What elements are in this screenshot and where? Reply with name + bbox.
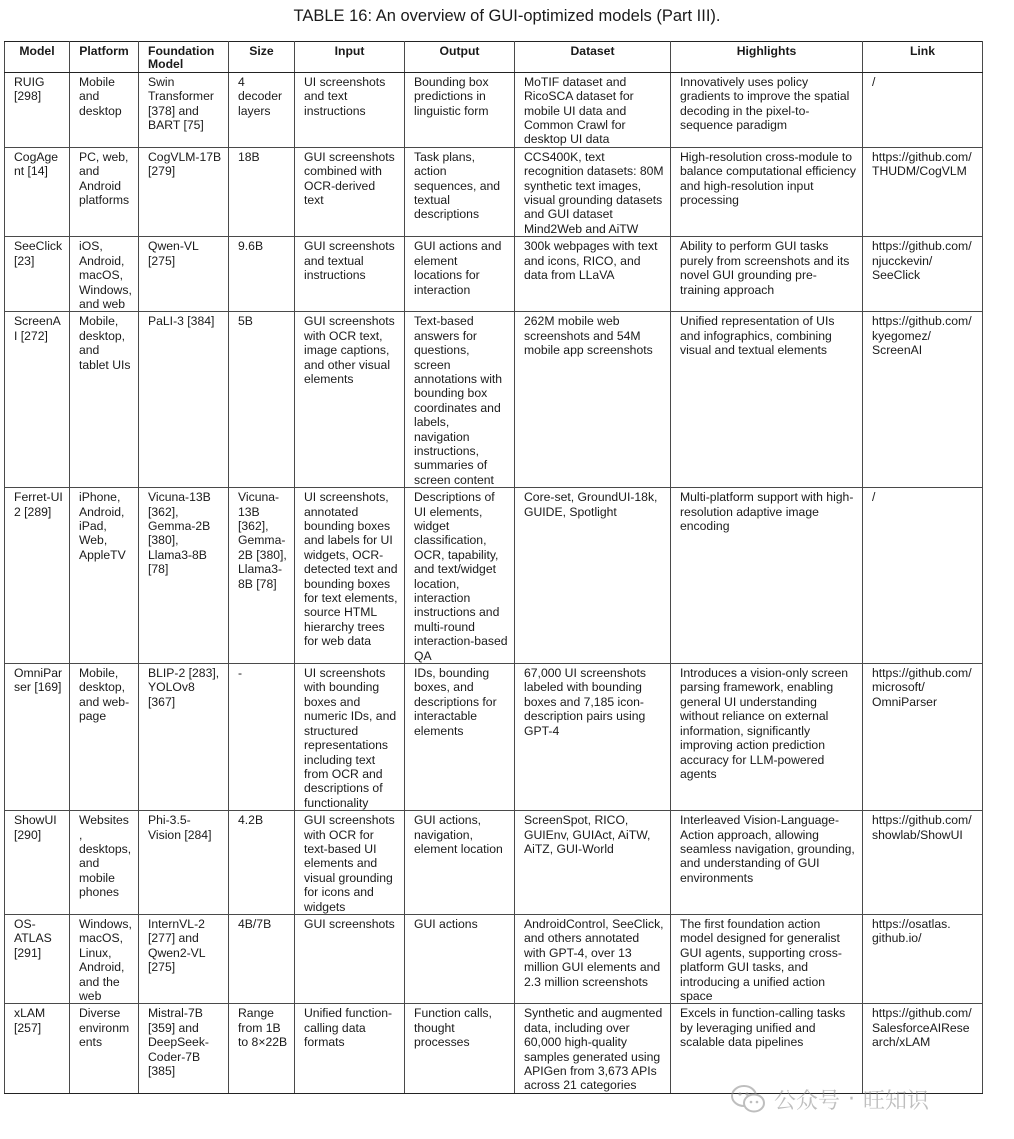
cell-dataset: Core-set, GroundUI-18k, GUIDE, Spotlight bbox=[515, 488, 671, 664]
cell-link[interactable]: https:/​/​osatlas.​github.​io/​ bbox=[863, 914, 983, 1003]
table-row bbox=[5, 237, 983, 312]
header-output: Output bbox=[405, 42, 515, 73]
cell-size: - bbox=[229, 664, 295, 811]
cell-output: Descriptions of UI elements, widget classification, OCR, tapability, and text/widget location, interaction instructions and multi-round interaction-based QA bbox=[405, 488, 515, 664]
cell-foundation-model: PaLI-3 [384] bbox=[139, 312, 229, 488]
cell-input: UI screenshots, annotated bounding boxes and labels for UI widgets, OCR-detected text and bounding boxes for text elements, source HTML hierarchy trees for web data bbox=[295, 488, 405, 664]
table-caption: TABLE 16: An overview of GUI-optimized models (Part III). bbox=[293, 7, 721, 25]
cell-link: /​ bbox=[863, 72, 983, 147]
cell-platform: Mobile, desktop, and web-page bbox=[70, 664, 139, 811]
cell-output: GUI actions and element locations for interaction bbox=[405, 237, 515, 312]
cell-highlights: Introduces a vision-only screen parsing framework, enabling general UI understanding without reliance on external information, significantly improving action prediction accuracy for LLM-powered agents bbox=[671, 664, 863, 811]
cell-dataset: 262M mobile web screenshots and 54M mobile app screenshots bbox=[515, 312, 671, 488]
cell-link[interactable]: https:/​/​github.​com/​kyegomez/​ScreenAI bbox=[863, 312, 983, 488]
cell-foundation-model: CogVLM-17B [279] bbox=[139, 147, 229, 236]
cell-dataset: CCS400K, text recognition datasets: 80M synthetic text images, visual grounding datasets and GUI dataset Mind2Web and AiTW bbox=[515, 147, 671, 236]
table-body bbox=[5, 72, 983, 1093]
header-link: Link bbox=[863, 42, 983, 73]
cell-platform: Mobile and desktop bbox=[70, 72, 139, 147]
table-row bbox=[5, 664, 983, 811]
cell-input: UI screenshots and text instructions bbox=[295, 72, 405, 147]
cell-link: /​ bbox=[863, 488, 983, 664]
cell-input: GUI screenshots with OCR text, image captions, and other visual elements bbox=[295, 312, 405, 488]
cell-highlights: Unified representation of UIs and infographics, combining visual and textual elements bbox=[671, 312, 863, 488]
watermark-text-a: 公众号 bbox=[774, 1088, 841, 1114]
cell-output: Bounding box predictions in linguistic form bbox=[405, 72, 515, 147]
header-highlights: Highlights bbox=[671, 42, 863, 73]
cell-model: RUIG [298] bbox=[5, 72, 70, 147]
cell-dataset: ScreenSpot, RICO, GUIEnv, GUIAct, AiTW, AiTZ, GUI-World bbox=[515, 811, 671, 915]
models-table bbox=[4, 41, 983, 1094]
table-row bbox=[5, 811, 983, 915]
cell-size: 4B/7B bbox=[229, 914, 295, 1003]
header-platform: Platform bbox=[70, 42, 139, 73]
cell-link[interactable]: https:/​/​github.​com/​microsoft/​OmniParser bbox=[863, 664, 983, 811]
cell-output: Text-based answers for questions, screen annotations with bounding box coordinates and labels, navigation instructions, summaries of screen content bbox=[405, 312, 515, 488]
wechat-watermark bbox=[730, 1082, 1010, 1116]
cell-link[interactable]: https:/​/​github.​com/​THUDM/​CogVLM bbox=[863, 147, 983, 236]
cell-link[interactable]: https:/​/​github.​com/​SalesforceAIResearch/​xLAM bbox=[863, 1004, 983, 1093]
header-dataset: Dataset bbox=[515, 42, 671, 73]
cell-platform: Mobile, desktop, and tablet UIs bbox=[70, 312, 139, 488]
cell-model: OS-ATLAS [291] bbox=[5, 914, 70, 1003]
cell-foundation-model: Qwen-VL [275] bbox=[139, 237, 229, 312]
cell-input: GUI screenshots combined with OCR-derived text bbox=[295, 147, 405, 236]
cell-input: GUI screenshots and textual instructions bbox=[295, 237, 405, 312]
header-row bbox=[5, 42, 983, 73]
cell-highlights: Interleaved Vision-Language-Action approach, allowing seamless navigation, grounding, and understanding of GUI environments bbox=[671, 811, 863, 915]
cell-platform: Diverse environments bbox=[70, 1004, 139, 1093]
cell-input: UI screenshots with bounding boxes and numeric IDs, and structured representations including text from OCR and descriptions of functionality bbox=[295, 664, 405, 811]
table-row bbox=[5, 1004, 983, 1093]
cell-highlights: Multi-platform support with high-resolution adaptive image encoding bbox=[671, 488, 863, 664]
cell-size: 18B bbox=[229, 147, 295, 236]
cell-model: SeeClick [23] bbox=[5, 237, 70, 312]
cell-output: IDs, bounding boxes, and descriptions for interactable elements bbox=[405, 664, 515, 811]
cell-foundation-model: InternVL-2 [277] and Qwen2-VL [275] bbox=[139, 914, 229, 1003]
cell-foundation-model: Swin Transformer [378] and BART [75] bbox=[139, 72, 229, 147]
cell-output: GUI actions bbox=[405, 914, 515, 1003]
cell-dataset: 300k webpages with text and icons, RICO, and data from LLaVA bbox=[515, 237, 671, 312]
cell-dataset: 67,000 UI screenshots labeled with bounding boxes and 7,185 icon-description pairs using GPT-4 bbox=[515, 664, 671, 811]
watermark-text-b: 旺知识 bbox=[863, 1088, 930, 1114]
cell-foundation-model: Phi-3.5-Vision [284] bbox=[139, 811, 229, 915]
cell-highlights: Ability to perform GUI tasks purely from screenshots and its novel GUI grounding pre-training approach bbox=[671, 237, 863, 312]
cell-size: Range from 1B to 8×22B bbox=[229, 1004, 295, 1093]
header-size: Size bbox=[229, 42, 295, 73]
cell-link[interactable]: https:/​/​github.​com/​showlab/​ShowUI bbox=[863, 811, 983, 915]
cell-foundation-model: BLIP-2 [283], YOLOv8 [367] bbox=[139, 664, 229, 811]
cell-size: 4 decoder layers bbox=[229, 72, 295, 147]
cell-model: ScreenAI [272] bbox=[5, 312, 70, 488]
table-row bbox=[5, 72, 983, 147]
wechat-icon bbox=[730, 1084, 766, 1114]
table-row bbox=[5, 914, 983, 1003]
cell-size: 9.6B bbox=[229, 237, 295, 312]
header-input: Input bbox=[295, 42, 405, 73]
cell-model: CogAgent [14] bbox=[5, 147, 70, 236]
cell-dataset: Synthetic and augmented data, including over 60,000 high-quality samples generated using APIGen from 3,673 APIs across 21 categories bbox=[515, 1004, 671, 1093]
cell-size: Vicuna-13B [362], Gemma-2B [380], Llama3-8B [78] bbox=[229, 488, 295, 664]
cell-highlights: Innovatively uses policy gradients to improve the spatial decoding in the pixel-to-sequence paradigm bbox=[671, 72, 863, 147]
cell-input: GUI screenshots with OCR for text-based UI elements and visual grounding for icons and widgets bbox=[295, 811, 405, 915]
table-row bbox=[5, 488, 983, 664]
cell-model: xLAM [257] bbox=[5, 1004, 70, 1093]
cell-model: Ferret-UI 2 [289] bbox=[5, 488, 70, 664]
header-model: Model bbox=[5, 42, 70, 73]
cell-size: 5B bbox=[229, 312, 295, 488]
cell-size: 4.2B bbox=[229, 811, 295, 915]
cell-link[interactable]: https:/​/​github.​com/​njucckevin/​SeeClick bbox=[863, 237, 983, 312]
cell-platform: iPhone, Android, iPad, Web, AppleTV bbox=[70, 488, 139, 664]
table-row bbox=[5, 147, 983, 236]
watermark-separator: · bbox=[848, 1086, 856, 1112]
cell-foundation-model: Mistral-7B [359] and DeepSeek-Coder-7B [385] bbox=[139, 1004, 229, 1093]
cell-dataset: AndroidControl, SeeClick, and others annotated with GPT-4, over 13 million GUI elements and 2.3 million screenshots bbox=[515, 914, 671, 1003]
cell-model: ShowUI [290] bbox=[5, 811, 70, 915]
table-row bbox=[5, 312, 983, 488]
cell-input: Unified function-calling data formats bbox=[295, 1004, 405, 1093]
header-foundation-model: Foundation Model bbox=[139, 42, 229, 73]
cell-platform: Websites, desktops, and mobile phones bbox=[70, 811, 139, 915]
cell-highlights: High-resolution cross-module to balance computational efficiency and high-resolution input processing bbox=[671, 147, 863, 236]
cell-platform: PC, web, and Android platforms bbox=[70, 147, 139, 236]
cell-input: GUI screenshots bbox=[295, 914, 405, 1003]
cell-highlights: The first foundation action model designed for generalist GUI agents, supporting cross-platform GUI tasks, and introducing a unified action space bbox=[671, 914, 863, 1003]
cell-output: Function calls, thought processes bbox=[405, 1004, 515, 1093]
cell-dataset: MoTIF dataset and RicoSCA dataset for mobile UI data and Common Crawl for desktop UI data bbox=[515, 72, 671, 147]
cell-platform: iOS, Android, macOS, Windows, and web bbox=[70, 237, 139, 312]
cell-foundation-model: Vicuna-13B [362], Gemma-2B [380], Llama3-8B [78] bbox=[139, 488, 229, 664]
cell-platform: Windows, macOS, Linux, Android, and the web bbox=[70, 914, 139, 1003]
cell-output: Task plans, action sequences, and textual descriptions bbox=[405, 147, 515, 236]
cell-model: OmniParser [169] bbox=[5, 664, 70, 811]
cell-highlights: Excels in function-calling tasks by leveraging unified and scalable data pipelines bbox=[671, 1004, 863, 1093]
cell-output: GUI actions, navigation, element location bbox=[405, 811, 515, 915]
